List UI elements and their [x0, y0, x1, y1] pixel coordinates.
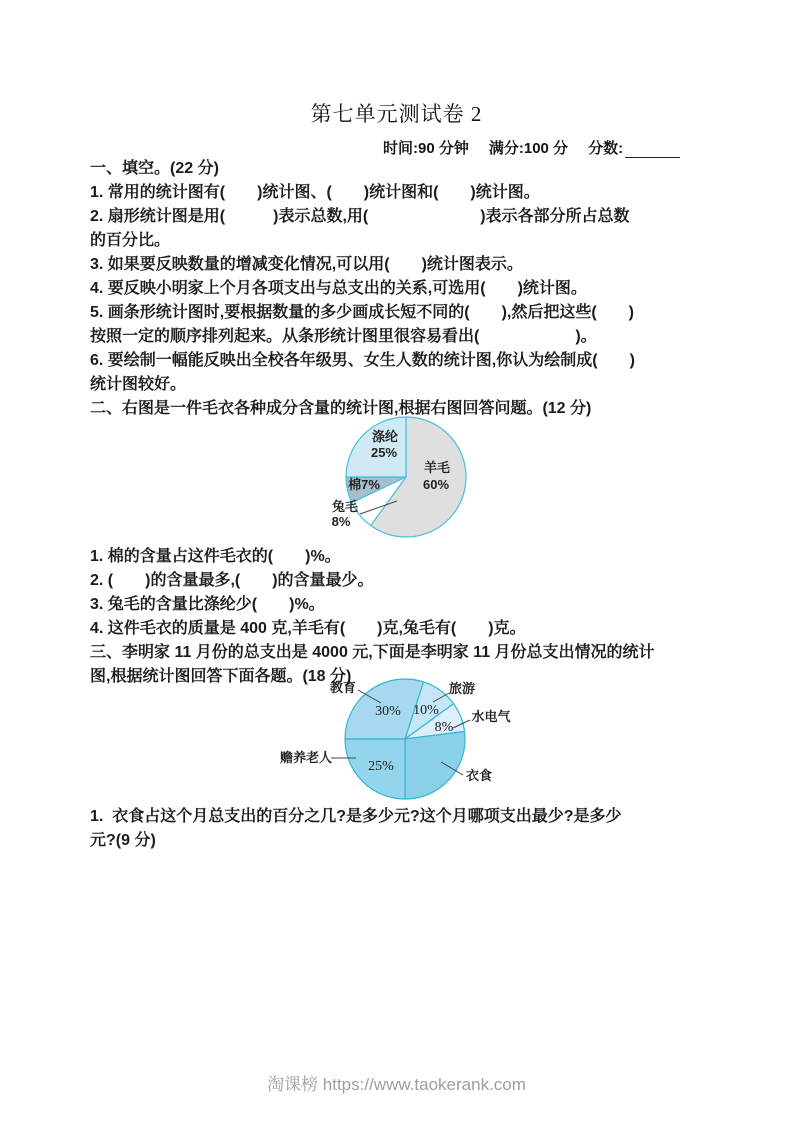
- slice-percent-label: 8%: [331, 514, 351, 529]
- slice-name-label: 赡养老人: [279, 750, 333, 765]
- question-line: 2. 扇形统计图是用( )表示总数,用( )表示各部分所占总数: [90, 208, 630, 225]
- pie-slice: [405, 731, 465, 799]
- question-line: 4. 要反映小明家上个月各项支出与总支出的关系,可选用( )统计图。: [90, 280, 587, 297]
- site-watermark: 淘课榜 https://www.taokerank.com: [267, 1075, 526, 1094]
- section3-heading: 三、李明家 11 月份的总支出是 4000 元,下面是李明家 11 月份总支出情况的统计: [90, 644, 655, 661]
- page-title: 第七单元测试卷 2: [310, 102, 483, 126]
- slice-percent-label: 30%: [375, 704, 401, 719]
- section3-heading-line2: 图,根据统计图回答下面各题。(18 分): [90, 668, 352, 685]
- time-label: 时间:90 分钟: [383, 140, 469, 157]
- slice-percent-label: 棉7%: [348, 477, 380, 492]
- slice-name-label: 水电气: [471, 709, 511, 724]
- slice-name-label: 兔毛: [331, 499, 359, 514]
- question-line: 1. 衣食占这个月总支出的百分之几?是多少元?这个月哪项支出最少?是多少: [90, 808, 622, 825]
- expense-pie-chart: [272, 672, 522, 807]
- slice-name-label: 涤纶: [371, 429, 399, 444]
- score-label: 分数:: [588, 140, 624, 157]
- section1-heading: 一、填空。(22 分): [90, 160, 219, 177]
- slice-name-label: 旅游: [448, 681, 476, 696]
- question-line: 3. 兔毛的含量比涤纶少( )%。: [90, 596, 325, 613]
- question-line: 1. 常用的统计图有( )统计图、( )统计图和( )统计图。: [90, 184, 540, 201]
- question-line: 统计图较好。: [90, 376, 187, 393]
- question-line: 6. 要绘制一幅能反映出全校各年级男、女生人数的统计图,你认为绘制成( ): [90, 352, 635, 369]
- slice-name-label: 教育: [329, 680, 357, 695]
- slice-percent-label: 8%: [434, 720, 454, 735]
- question-line: 元?(9 分): [90, 832, 156, 849]
- question-line: 的百分比。: [90, 232, 171, 249]
- slice-percent-label: 60%: [422, 477, 450, 492]
- question-line: 按照一定的顺序排列起来。从条形统计图里很容易看出( )。: [90, 328, 597, 345]
- question-line: 3. 如果要反映数量的增减变化情况,可以用( )统计图表示。: [90, 256, 523, 273]
- slice-percent-label: 25%: [368, 759, 394, 774]
- slice-percent-label: 10%: [413, 703, 439, 718]
- question-line: 1. 棉的含量占这件毛衣的( )%。: [90, 548, 341, 565]
- exam-meta: [383, 137, 680, 158]
- slice-name-label: 衣食: [465, 768, 493, 783]
- full-score-label: 满分:100 分: [488, 140, 569, 157]
- question-line: 5. 画条形统计图时,要根据数量的多少画成长短不同的( ),然后把这些( ): [90, 304, 634, 321]
- slice-name-label: 羊毛: [423, 460, 451, 475]
- question-line: 4. 这件毛衣的质量是 400 克,羊毛有( )克,兔毛有( )克。: [90, 620, 526, 637]
- sweater-composition-pie-chart: [315, 400, 495, 545]
- question-line: 2. ( )的含量最多,( )的含量最少。: [90, 572, 374, 589]
- score-blank-line: [625, 142, 680, 158]
- slice-percent-label: 25%: [370, 445, 398, 460]
- section2-heading: 二、右图是一件毛衣各种成分含量的统计图,根据右图回答问题。(12 分): [90, 400, 592, 417]
